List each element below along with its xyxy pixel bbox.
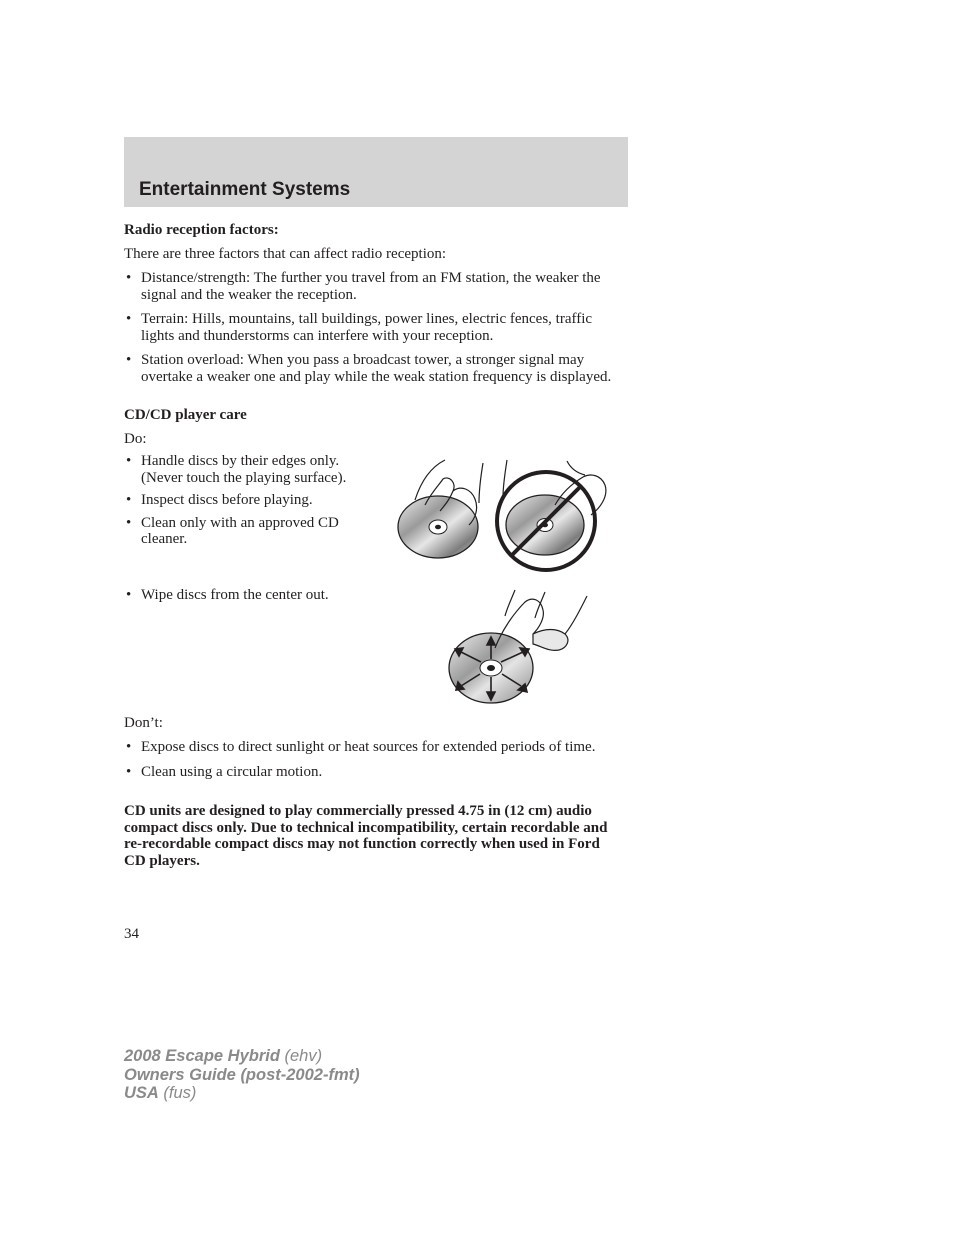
- reception-bullet-list: [124, 270, 628, 385]
- dont-bullet-list: [124, 739, 628, 780]
- disc-held-by-edge-icon: [398, 460, 483, 558]
- list-item: • Wipe discs from the center out.: [124, 587, 374, 604]
- list-item: • Expose discs to direct sunlight or heat sources for extended periods of time.: [124, 739, 628, 756]
- disc-wiping-illustration: [445, 588, 595, 708]
- footer-line-1: 2008 Escape Hybrid (ehv): [124, 1047, 323, 1065]
- reception-heading: Radio reception factors:: [124, 222, 279, 238]
- page-number: 34: [124, 926, 139, 942]
- list-item: • Terrain: Hills, mountains, tall buildings, power lines, electric fences, traffic lights and thunderstorms can interfere with your reception.: [124, 311, 628, 344]
- footer-line-2: Owners Guide (post-2002-fmt): [124, 1065, 360, 1084]
- list-item: • Inspect discs before playing.: [124, 492, 374, 509]
- section-title: Entertainment Systems: [139, 179, 351, 200]
- reception-intro: There are three factors that can affect radio reception:: [124, 246, 447, 262]
- do-bullet-list-2: [124, 587, 374, 604]
- do-label: Do:: [124, 431, 147, 447]
- do-bullet-list: [124, 453, 374, 548]
- list-item: • Clean only with an approved CD cleaner.: [124, 515, 374, 548]
- section-header-band: [124, 137, 628, 207]
- list-item: • Clean using a circular motion.: [124, 764, 628, 781]
- cd-care-heading: CD/CD player care: [124, 407, 247, 423]
- document-footer: [124, 1047, 360, 1103]
- footer-line-3: USA (fus): [124, 1084, 197, 1102]
- dont-label: Don’t:: [124, 715, 163, 731]
- list-item: • Distance/strength: The further you travel from an FM station, the weaker the signal and the weaker the reception.: [124, 270, 628, 303]
- list-item: • Station overload: When you pass a broadcast tower, a stronger signal may overtake a weaker one and play while the weak station frequency is displayed.: [124, 352, 628, 385]
- disc-handling-illustration: [395, 455, 620, 575]
- no-surface-touch-icon: [497, 460, 606, 570]
- wipe-center-out-icon: [449, 590, 587, 703]
- cd-compatibility-warning: CD units are designed to play commercially pressed 4.75 in (12 cm) audio compact discs only. Due to technical incompatibility, certain recordable and re-recordable compact discs may not function correctly when used in Ford CD players.: [124, 803, 608, 869]
- list-item: • Handle discs by their edges only. (Never touch the playing surface).: [124, 453, 374, 486]
